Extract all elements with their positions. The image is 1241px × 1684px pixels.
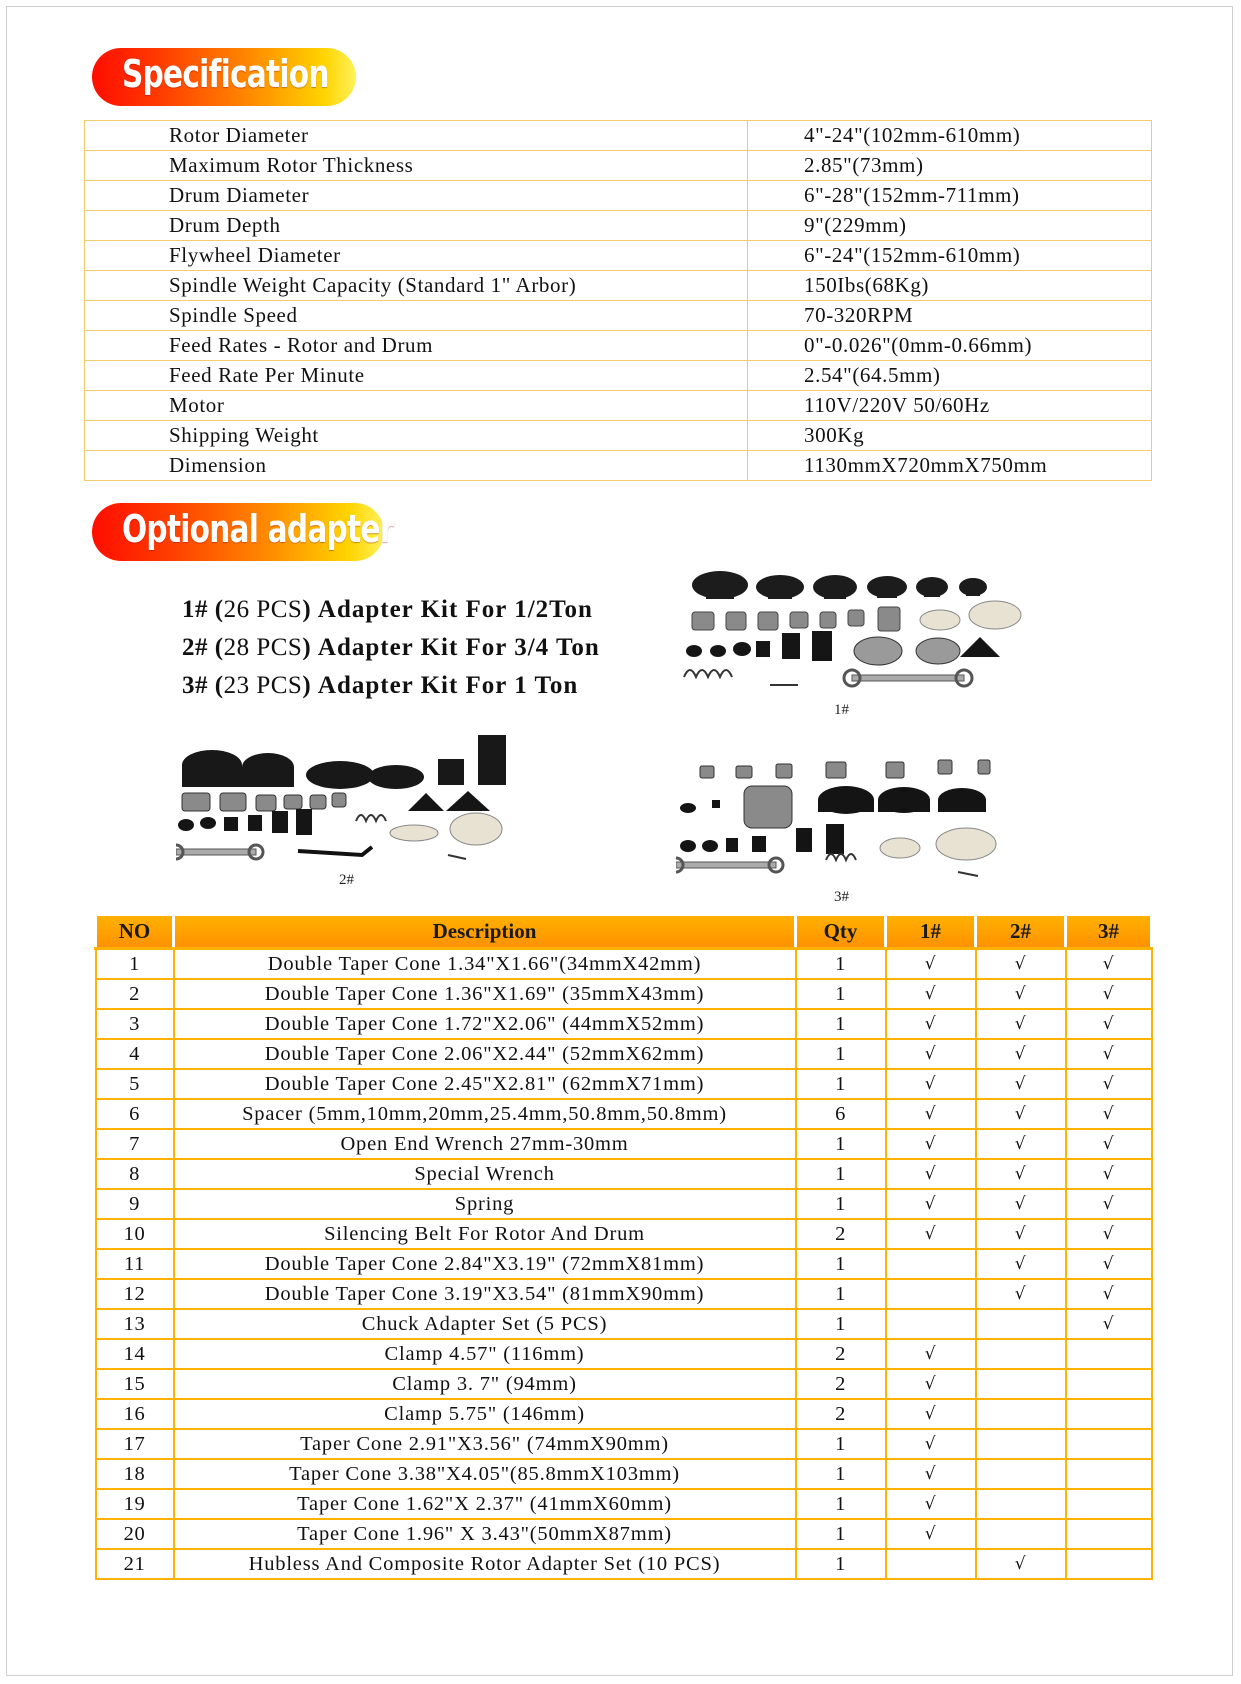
part-qty: 1 (796, 1309, 886, 1339)
kit-1-check: √ (886, 979, 976, 1009)
kit-item (182, 596, 600, 634)
kit-title: Adapter Kit For 1 Ton (317, 672, 579, 699)
spec-row (85, 421, 1152, 451)
header-qty: Qty (796, 916, 886, 949)
spec-row (85, 271, 1152, 301)
part-qty: 1 (796, 1039, 886, 1069)
part-number: 1 (96, 949, 174, 980)
part-number: 21 (96, 1549, 174, 1579)
kit-1-check (886, 1309, 976, 1339)
table-row (96, 1459, 1152, 1489)
part-description: Taper Cone 3.38"X4.05"(85.8mmX103mm) (174, 1459, 796, 1489)
part-number: 19 (96, 1489, 174, 1519)
spec-row (85, 301, 1152, 331)
kit-1-check: √ (886, 1009, 976, 1039)
part-qty: 2 (796, 1369, 886, 1399)
kit-1-check (886, 1549, 976, 1579)
kit-1-check (886, 1279, 976, 1309)
part-qty: 1 (796, 1189, 886, 1219)
spec-label: Maximum Rotor Thickness (85, 151, 748, 181)
kit-3-check (1066, 1339, 1152, 1369)
spec-row (85, 451, 1152, 481)
spec-row (85, 121, 1152, 151)
kit-number: 2# (182, 634, 208, 661)
kit-number: 1# (182, 596, 208, 623)
part-qty: 1 (796, 1279, 886, 1309)
kit-1-check: √ (886, 1219, 976, 1249)
kit-3-check: √ (1066, 1129, 1152, 1159)
spec-label: Drum Depth (85, 211, 748, 241)
kit-3-check: √ (1066, 1249, 1152, 1279)
kit-3-check: √ (1066, 1069, 1152, 1099)
kit-2-check: √ (976, 949, 1066, 980)
kit-1-check: √ (886, 1129, 976, 1159)
table-row (96, 949, 1152, 980)
part-description: Double Taper Cone 2.06"X2.44" (52mmX62mm) (174, 1039, 796, 1069)
spec-value: 110V/220V 50/60Hz (748, 391, 1152, 421)
header-kit-3: 3# (1066, 916, 1152, 949)
part-description: Taper Cone 2.91"X3.56" (74mmX90mm) (174, 1429, 796, 1459)
kit-1-check: √ (886, 1459, 976, 1489)
part-qty: 6 (796, 1099, 886, 1129)
table-row (96, 1159, 1152, 1189)
spec-value: 2.85"(73mm) (748, 151, 1152, 181)
kit-1-check: √ (886, 1399, 976, 1429)
part-number: 6 (96, 1099, 174, 1129)
kit-3-check: √ (1066, 949, 1152, 980)
table-row (96, 1009, 1152, 1039)
kit-1-check (886, 1249, 976, 1279)
table-row (96, 1069, 1152, 1099)
table-row (96, 1399, 1152, 1429)
kit-2-check: √ (976, 1279, 1066, 1309)
spec-label: Flywheel Diameter (85, 241, 748, 271)
part-qty: 1 (796, 1549, 886, 1579)
kit-3-check: √ (1066, 1189, 1152, 1219)
kit-2-check: √ (976, 1549, 1066, 1579)
specification-heading: Specification (122, 52, 329, 96)
table-row (96, 1309, 1152, 1339)
part-number: 13 (96, 1309, 174, 1339)
part-description: Special Wrench (174, 1159, 796, 1189)
kit-1-check: √ (886, 1069, 976, 1099)
kit-title: Adapter Kit For 1/2Ton (317, 596, 593, 623)
paren-open: ( (214, 672, 224, 699)
kit-2-check: √ (976, 1189, 1066, 1219)
kit-1-check: √ (886, 1519, 976, 1549)
kit-3-check (1066, 1489, 1152, 1519)
kit-title: Adapter Kit For 3/4 Ton (317, 634, 600, 661)
part-qty: 2 (796, 1399, 886, 1429)
spec-row (85, 391, 1152, 421)
table-row (96, 1339, 1152, 1369)
kit-1-photo-label: 1# (834, 702, 849, 718)
part-description: Double Taper Cone 2.84"X3.19" (72mmX81mm) (174, 1249, 796, 1279)
kit-1-check: √ (886, 1099, 976, 1129)
part-description: Spacer (5mm,10mm,20mm,25.4mm,50.8mm,50.8mm) (174, 1099, 796, 1129)
part-description: Clamp 5.75" (146mm) (174, 1399, 796, 1429)
kit-3-check: √ (1066, 1009, 1152, 1039)
spec-label: Shipping Weight (85, 421, 748, 451)
part-number: 3 (96, 1009, 174, 1039)
header-kit-2: 2# (976, 916, 1066, 949)
kit-2-check (976, 1459, 1066, 1489)
kit-2-check (976, 1369, 1066, 1399)
kit-1-check: √ (886, 1369, 976, 1399)
part-description: Double Taper Cone 2.45"X2.81" (62mmX71mm) (174, 1069, 796, 1099)
kit-2-check: √ (976, 1249, 1066, 1279)
spec-row (85, 331, 1152, 361)
kit-number: 3# (182, 672, 208, 699)
optional-adapter-heading: Optional adapter (122, 507, 394, 551)
specification-heading-pill (92, 48, 356, 106)
part-qty: 1 (796, 979, 886, 1009)
spec-value: 9"(229mm) (748, 211, 1152, 241)
part-qty: 1 (796, 1459, 886, 1489)
part-qty: 1 (796, 1429, 886, 1459)
spec-value: 300Kg (748, 421, 1152, 451)
kit-2-check: √ (976, 1159, 1066, 1189)
kit-3-check (1066, 1429, 1152, 1459)
table-row (96, 1429, 1152, 1459)
kit-2-photo-label: 2# (339, 872, 354, 888)
kit-3-check: √ (1066, 1309, 1152, 1339)
paren-close: ) (302, 634, 312, 661)
kit-3-check: √ (1066, 979, 1152, 1009)
part-number: 10 (96, 1219, 174, 1249)
kit-3-check (1066, 1549, 1152, 1579)
header-kit-1: 1# (886, 916, 976, 949)
part-description: Double Taper Cone 1.34"X1.66"(34mmX42mm) (174, 949, 796, 980)
kit-2-check: √ (976, 1129, 1066, 1159)
table-row (96, 1549, 1152, 1579)
kit-1-check: √ (886, 1039, 976, 1069)
spec-value: 6"-24"(152mm-610mm) (748, 241, 1152, 271)
kit-3-check: √ (1066, 1039, 1152, 1069)
part-number: 16 (96, 1399, 174, 1429)
kit-count: 23 PCS (223, 672, 303, 699)
optional-adapter-heading-pill (92, 503, 394, 561)
part-description: Spring (174, 1189, 796, 1219)
kit-3-check: √ (1066, 1219, 1152, 1249)
part-number: 18 (96, 1459, 174, 1489)
part-qty: 1 (796, 949, 886, 980)
kit-3-photo-label: 3# (834, 889, 849, 905)
spec-value: 150Ibs(68Kg) (748, 271, 1152, 301)
part-description: Clamp 4.57" (116mm) (174, 1339, 796, 1369)
kit-1-photo (680, 565, 1030, 725)
kit-1-check: √ (886, 1339, 976, 1369)
part-description: Double Taper Cone 1.36"X1.69" (35mmX43mm) (174, 979, 796, 1009)
part-number: 8 (96, 1159, 174, 1189)
part-number: 17 (96, 1429, 174, 1459)
part-number: 15 (96, 1369, 174, 1399)
table-row (96, 1189, 1152, 1219)
kit-3-check (1066, 1459, 1152, 1489)
kit-2-check (976, 1489, 1066, 1519)
table-row (96, 1219, 1152, 1249)
table-row (96, 1039, 1152, 1069)
part-description: Clamp 3. 7" (94mm) (174, 1369, 796, 1399)
part-description: Taper Cone 1.62"X 2.37" (41mmX60mm) (174, 1489, 796, 1519)
part-description: Double Taper Cone 3.19"X3.54" (81mmX90mm) (174, 1279, 796, 1309)
part-number: 11 (96, 1249, 174, 1279)
part-qty: 1 (796, 1159, 886, 1189)
part-number: 20 (96, 1519, 174, 1549)
paren-open: ( (214, 634, 224, 661)
spec-label: Motor (85, 391, 748, 421)
spec-row (85, 211, 1152, 241)
spec-value: 0"-0.026"(0mm-0.66mm) (748, 331, 1152, 361)
spec-value: 70-320RPM (748, 301, 1152, 331)
part-number: 4 (96, 1039, 174, 1069)
kit-1-check: √ (886, 949, 976, 980)
spec-value: 1130mmX720mmX750mm (748, 451, 1152, 481)
kit-1-check: √ (886, 1489, 976, 1519)
kit-2-check (976, 1519, 1066, 1549)
part-number: 14 (96, 1339, 174, 1369)
part-number: 12 (96, 1279, 174, 1309)
table-row (96, 1279, 1152, 1309)
kit-2-check: √ (976, 1009, 1066, 1039)
kit-2-check (976, 1429, 1066, 1459)
part-description: Double Taper Cone 1.72"X2.06" (44mmX52mm) (174, 1009, 796, 1039)
table-row (96, 1519, 1152, 1549)
kit-2-check: √ (976, 1039, 1066, 1069)
part-number: 7 (96, 1129, 174, 1159)
part-number: 2 (96, 979, 174, 1009)
spec-label: Feed Rate Per Minute (85, 361, 748, 391)
kit-2-photo (176, 725, 536, 875)
part-qty: 1 (796, 1129, 886, 1159)
kit-3-check (1066, 1369, 1152, 1399)
part-qty: 1 (796, 1249, 886, 1279)
spec-row (85, 241, 1152, 271)
table-row (96, 1369, 1152, 1399)
kit-3-photo (676, 752, 1026, 892)
spec-label: Feed Rates - Rotor and Drum (85, 331, 748, 361)
kit-item (182, 634, 600, 672)
part-qty: 1 (796, 1069, 886, 1099)
kit-1-check: √ (886, 1159, 976, 1189)
part-description: Hubless And Composite Rotor Adapter Set (10 PCS) (174, 1549, 796, 1579)
kit-count: 28 PCS (223, 634, 303, 661)
part-qty: 1 (796, 1489, 886, 1519)
kit-list (182, 596, 600, 710)
spec-label: Spindle Weight Capacity (Standard 1" Arbor) (85, 271, 748, 301)
kit-2-check: √ (976, 1069, 1066, 1099)
part-qty: 2 (796, 1339, 886, 1369)
part-number: 5 (96, 1069, 174, 1099)
kit-count: 26 PCS (223, 596, 303, 623)
part-number: 9 (96, 1189, 174, 1219)
kit-3-check (1066, 1519, 1152, 1549)
kit-3-check (1066, 1399, 1152, 1429)
part-description: Silencing Belt For Rotor And Drum (174, 1219, 796, 1249)
kit-2-check (976, 1339, 1066, 1369)
part-description: Chuck Adapter Set (5 PCS) (174, 1309, 796, 1339)
spec-row (85, 151, 1152, 181)
parts-table (94, 916, 1153, 1580)
kit-3-check: √ (1066, 1279, 1152, 1309)
table-row (96, 979, 1152, 1009)
header-no: NO (96, 916, 174, 949)
part-qty: 2 (796, 1219, 886, 1249)
kit-1-check: √ (886, 1429, 976, 1459)
spec-label: Drum Diameter (85, 181, 748, 211)
part-qty: 1 (796, 1519, 886, 1549)
kit-3-check: √ (1066, 1159, 1152, 1189)
spec-value: 6"-28"(152mm-711mm) (748, 181, 1152, 211)
kit-3-check: √ (1066, 1099, 1152, 1129)
specification-table (84, 120, 1152, 481)
paren-close: ) (302, 596, 312, 623)
table-row (96, 1489, 1152, 1519)
kit-2-check: √ (976, 1099, 1066, 1129)
header-description: Description (174, 916, 796, 949)
spec-row (85, 181, 1152, 211)
kit-2-check (976, 1399, 1066, 1429)
kit-2-check: √ (976, 1219, 1066, 1249)
spec-label: Dimension (85, 451, 748, 481)
table-row (96, 1249, 1152, 1279)
table-row (96, 1129, 1152, 1159)
kit-2-check: √ (976, 979, 1066, 1009)
paren-open: ( (214, 596, 224, 623)
kit-1-check: √ (886, 1189, 976, 1219)
part-description: Taper Cone 1.96" X 3.43"(50mmX87mm) (174, 1519, 796, 1549)
kit-2-check (976, 1309, 1066, 1339)
spec-label: Spindle Speed (85, 301, 748, 331)
spec-value: 2.54"(64.5mm) (748, 361, 1152, 391)
part-qty: 1 (796, 1009, 886, 1039)
part-description: Open End Wrench 27mm-30mm (174, 1129, 796, 1159)
spec-value: 4"-24"(102mm-610mm) (748, 121, 1152, 151)
spec-label: Rotor Diameter (85, 121, 748, 151)
kit-item (182, 672, 600, 710)
spec-row (85, 361, 1152, 391)
paren-close: ) (302, 672, 312, 699)
table-row (96, 1099, 1152, 1129)
